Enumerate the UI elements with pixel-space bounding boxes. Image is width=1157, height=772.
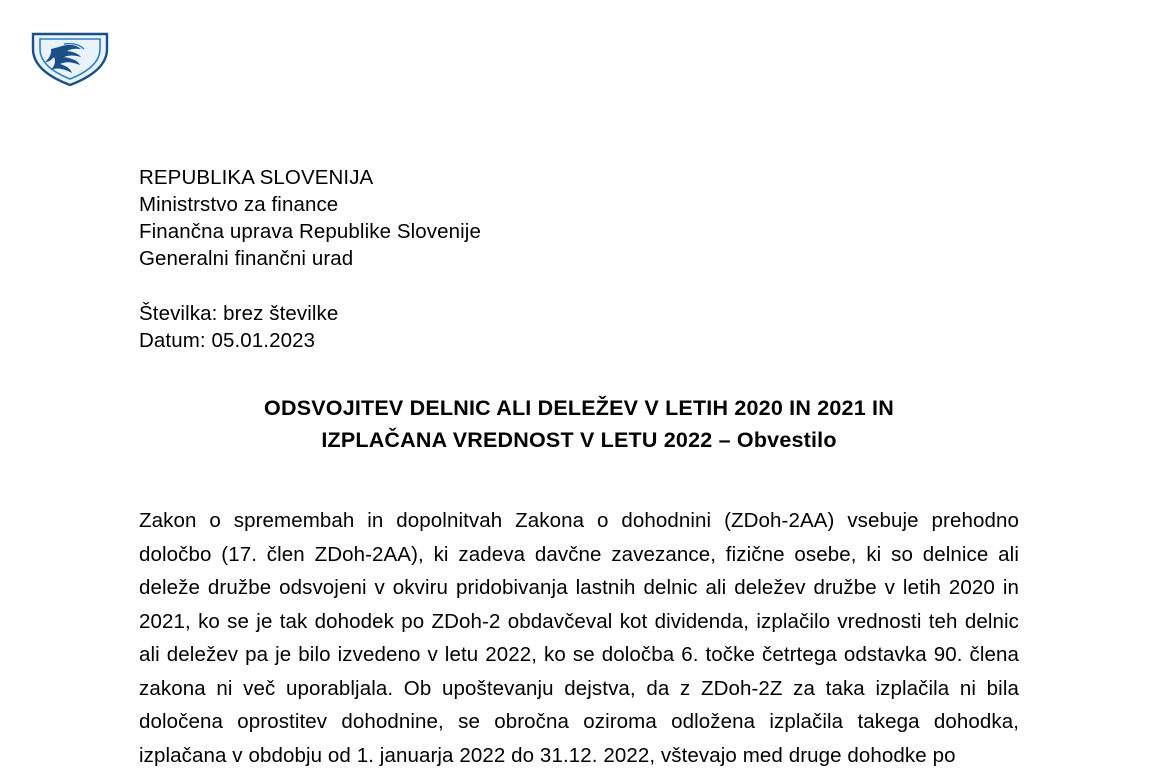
organization-line-1: REPUBLIKA SLOVENIJA (139, 166, 374, 189)
reference-number: Številka: brez številke (139, 302, 339, 325)
page-title-line-1: ODSVOJITEV DELNIC ALI DELEŽEV V LETIH 2020 IN 2021 IN (264, 396, 894, 420)
organization-block (139, 164, 1019, 272)
reference-date: Datum: 05.01.2023 (139, 329, 316, 352)
page-title (139, 392, 1019, 456)
organization-line-2: Ministrstvo za finance (139, 193, 339, 216)
body-text (139, 504, 1019, 772)
reference-block (139, 300, 1019, 354)
document-content (139, 164, 1019, 772)
organization-line-4: Generalni finančni urad (139, 247, 354, 270)
furs-shield-logo-icon (27, 27, 113, 89)
paragraph-1: Zakon o spremembah in dopolnitvah Zakona o dohodnini (ZDoh-2AA) vsebuje prehodno določbo (17. člen ZDoh-2AA), ki zadeva davčne zavezance, fizične osebe, ki so delnice ali deleže družbe odsvojeni v okviru pridobivanja lastnih delnic ali deležev družbe v letih 2020 in 2021, ko se je tak dohodek po ZDoh-2 obdavčeval kot dividenda, izplačilo vrednosti teh delnic ali deležev pa je bilo izvedeno v letu 2022, ko se določba 6. točke četrtega odstavka 90. člena zakona ni več uporabljala. Ob upoštevanju dejstva, da z ZDoh-2Z za taka izplačila ni bila določena oprostitev dohodnine, se obročna oziroma odložena izplačila takega dohodka, izplačana v obdobju od 1. januarja 2022 do 31.12. 2022, vštevajo med druge dohodke po (139, 509, 1019, 767)
organization-line-3: Finančna uprava Republike Slovenije (139, 220, 481, 243)
page-title-line-2: IZPLAČANA VREDNOST V LETU 2022 – Obvestilo (321, 428, 837, 452)
